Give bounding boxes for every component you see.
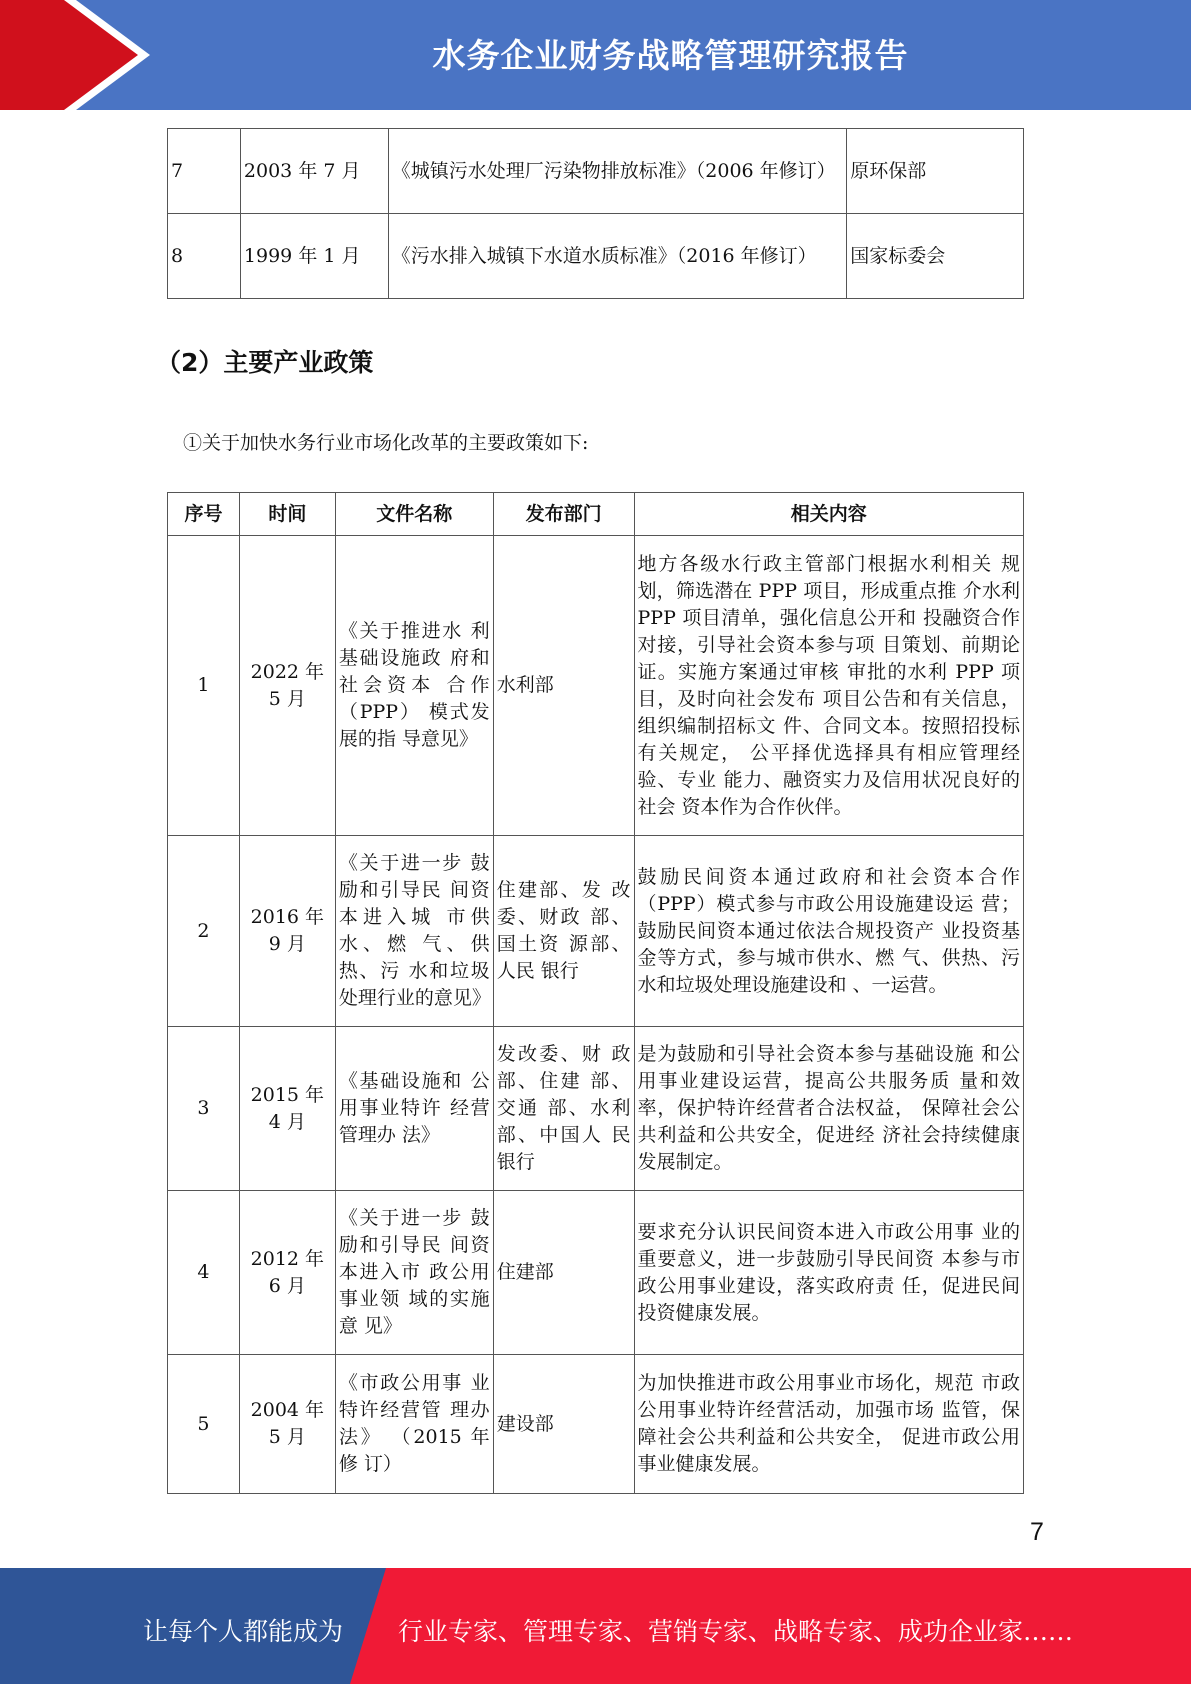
row-number: 8 (168, 214, 241, 299)
row-date: 2012 年 6 月 (239, 1191, 335, 1355)
table-row (168, 1355, 1024, 1494)
row-department: 发改委、财 政部、住建 部、交通 部、水利 部、中国人 民银行 (493, 1027, 634, 1191)
header-department: 发布部门 (493, 493, 634, 536)
row-content: 地方各级水行政主管部门根据水利相关 规划，筛选潜在 PPP 项目，形成重点推 介水利 PPP 项目清单，强化信息公开和 投融资合作对接，引导社会资本参与项 目策划、前期论证。实施方案通过审核 审批的水利 PPP 项目，及时向社会发布 项目公告和有关信息，组织编制招标文 件、合同文本。按照招投标有关规定， 公平择优选择具有相应管理经验、专业 能力、融资实力及信用状况良好的社会 资本作为合作伙伴。 (634, 536, 1023, 836)
row-number: 4 (168, 1191, 240, 1355)
row-department: 住建部、发 改委、财政 部、国土资 源部、人民 银行 (493, 836, 634, 1027)
row-department: 原环保部 (847, 129, 1024, 214)
header-content: 相关内容 (634, 493, 1023, 536)
row-content: 是为鼓励和引导社会资本参与基础设施 和公用事业建设运营，提高公共服务质 量和效率，保护特许经营者合法权益， 保障社会公共利益和公共安全，促进经 济社会持续健康发展制定。 (634, 1027, 1023, 1191)
row-department: 建设部 (493, 1355, 634, 1494)
footer-slogan-left: 让每个人都能成为 (143, 1617, 344, 1646)
row-number: 5 (168, 1355, 240, 1494)
footer-slogan-right: 行业专家、管理专家、营销专家、战略专家、成功企业家…… (398, 1617, 1074, 1646)
table-row (168, 129, 1024, 214)
table-row (168, 536, 1024, 836)
red-arrow-decoration (0, 0, 138, 110)
table-row (168, 836, 1024, 1027)
header-time: 时间 (239, 493, 335, 536)
row-content: 鼓励民间资本通过政府和社会资本合作（PPP）模式参与市政公用设施建设运 营；鼓励民间资本通过依法合规投资产 业投资基金等方式，参与城市供水、燃 气、供热、污水和垃圾处理设施建设和 、一运营。 (634, 836, 1023, 1027)
row-document-name: 《污水排入城镇下水道水质标准》（2016 年修订） (388, 214, 846, 299)
row-department: 国家标委会 (847, 214, 1024, 299)
row-number: 7 (168, 129, 241, 214)
row-document-name: 《关于进一步 鼓励和引导民 间资本进入市 政公用事业领 域的实施意 见》 (335, 1191, 493, 1355)
footer-banner (0, 1568, 1191, 1684)
row-document-name: 《关于推进水 利基础设施政 府和社会资本 合作（PPP） 模式发展的指 导意见》 (335, 536, 493, 836)
row-date: 1999 年 1 月 (240, 214, 388, 299)
header-no: 序号 (168, 493, 240, 536)
row-date: 2004 年 5 月 (239, 1355, 335, 1494)
row-number: 2 (168, 836, 240, 1027)
row-content: 为加快推进市政公用事业市场化，规范 市政公用事业特许经营活动，加强市场 监管，保障社会公共利益和公共安全， 促进市政公用事业健康发展。 (634, 1355, 1023, 1494)
row-document-name: 《城镇污水处理厂污染物排放标准》（2006 年修订） (388, 129, 846, 214)
policy-table (167, 492, 1024, 1494)
table-row (168, 214, 1024, 299)
row-date: 2016 年 9 月 (239, 836, 335, 1027)
table-row (168, 1027, 1024, 1191)
section-intro: ①关于加快水务行业市场化改革的主要政策如下: (183, 432, 589, 454)
report-title: 水务企业财务战略管理研究报告 (432, 36, 909, 75)
table-row (168, 1191, 1024, 1355)
section-heading: （2）主要产业政策 (156, 348, 374, 377)
row-number: 3 (168, 1027, 240, 1191)
row-department: 住建部 (493, 1191, 634, 1355)
row-content: 要求充分认识民间资本进入市政公用事 业的重要意义，进一步鼓励引导民间资 本参与市政公用事业建设，落实政府责 任，促进民间投资健康发展。 (634, 1191, 1023, 1355)
header-doc-name: 文件名称 (335, 493, 493, 536)
row-document-name: 《关于进一步 鼓励和引导民 间资本进入城 市供水、燃 气、供热、污 水和垃圾处理行业的意见》 (335, 836, 493, 1027)
table-header-row (168, 493, 1024, 536)
standards-table (167, 128, 1024, 299)
row-department: 水利部 (493, 536, 634, 836)
row-date: 2015 年 4 月 (239, 1027, 335, 1191)
row-date: 2003 年 7 月 (240, 129, 388, 214)
row-number: 1 (168, 536, 240, 836)
row-document-name: 《市政公用事 业特许经营管 理办法》 （2015 年修 订） (335, 1355, 493, 1494)
row-document-name: 《基础设施和 公用事业特许 经营管理办 法》 (335, 1027, 493, 1191)
header-banner (0, 0, 1191, 110)
row-date: 2022 年 5 月 (239, 536, 335, 836)
page-number: 7 (1030, 1518, 1044, 1546)
